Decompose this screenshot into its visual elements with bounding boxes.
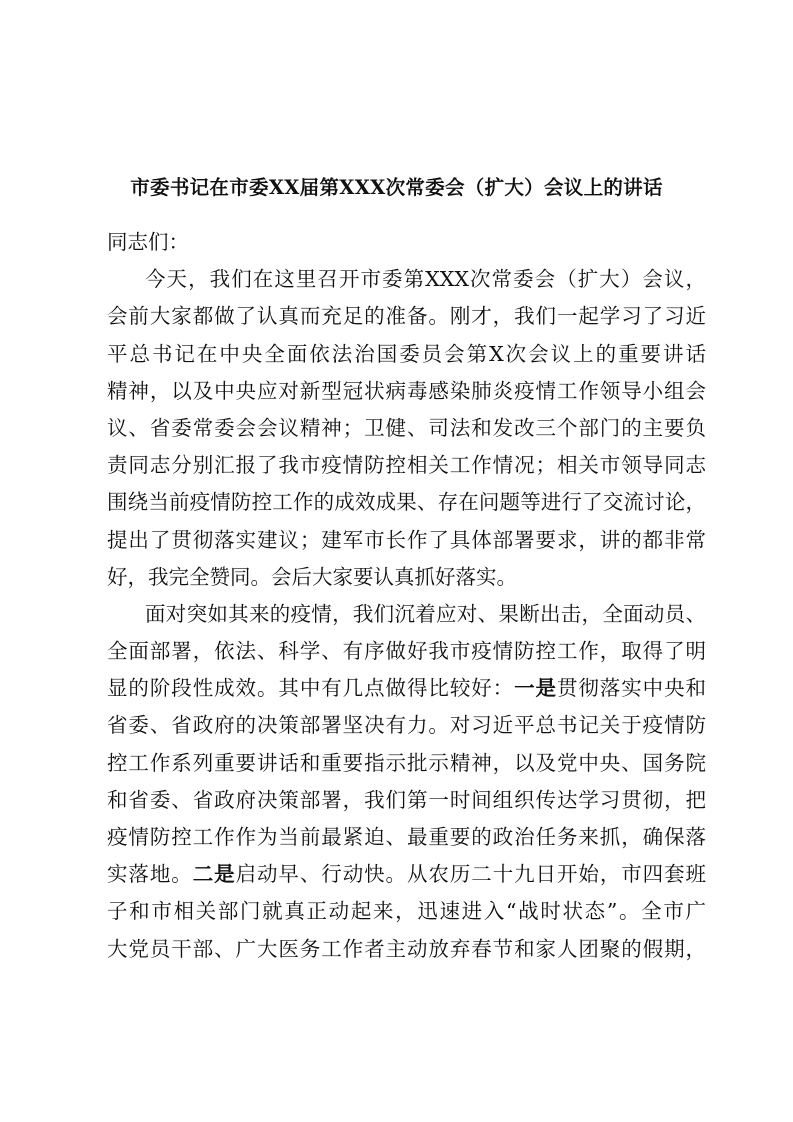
- text-segment: 子和市相关部门就真正动起来，迅速进入“战时状态”。全市广: [107, 899, 706, 924]
- text-line: [107, 819, 706, 856]
- text-line: [107, 484, 706, 521]
- text-line: [107, 522, 706, 559]
- text-line: [107, 670, 706, 707]
- text-line: [107, 336, 706, 373]
- text-segment: 好，我完全赞同。会后大家要认真抓好落实。: [107, 564, 517, 589]
- text-segment: 提出了贯彻落实建议；建军市长作了具体部署要求，讲的都非常: [107, 527, 706, 552]
- text-line: [107, 261, 706, 298]
- text-segment: 今天，我们在这里召开市委第XXX次常委会（扩大）会议，: [145, 267, 706, 292]
- text-segment: 会前大家都做了认真而充足的准备。刚才，我们一起学习了习近: [107, 304, 706, 329]
- text-line: [107, 633, 706, 670]
- text-segment: 议、省委常委会会议精神；卫健、司法和发改三个部门的主要负: [107, 415, 706, 440]
- text-line: [107, 893, 706, 930]
- text-segment: 启动早、行动快。从农历二十九日开始，市四套班: [235, 862, 706, 887]
- document-body: [107, 224, 706, 968]
- text-segment: 面对突如其来的疫情，我们沉着应对、果断出击，全面动员、: [145, 601, 706, 626]
- text-segment: 疫情防控工作作为当前最紧迫、最重要的政治任务来抓，确保落: [107, 825, 706, 849]
- text-line: [107, 373, 706, 410]
- text-segment: 实落地。: [107, 862, 193, 887]
- text-line: [107, 224, 706, 261]
- text-segment: 平总书记在中央全面依法治国委员会第X次会议上的重要讲话: [107, 341, 706, 366]
- bold-text-segment: 二是: [192, 862, 236, 887]
- text-segment: 和省委、省政府决策部署，我们第一时间组织传达学习贯彻，把: [107, 787, 706, 812]
- text-line: [107, 447, 706, 484]
- text-segment: 精神，以及中央应对新型冠状病毒感染肺炎疫情工作领导小组会: [107, 378, 706, 403]
- text-line: [107, 745, 706, 782]
- text-segment: 省委、省政府的决策部署坚决有力。对习近平总书记关于疫情防: [107, 713, 706, 738]
- text-segment: 责同志分别汇报了我市疫情防控相关工作情况；相关市领导同志: [107, 453, 706, 478]
- text-segment: 显的阶段性成效。其中有几点做得比较好：: [107, 676, 515, 701]
- text-segment: 贯彻落实中央和: [556, 676, 706, 701]
- text-line: [107, 298, 706, 335]
- text-line: [107, 410, 706, 447]
- text-segment: 同志们：: [107, 230, 189, 254]
- text-line: [107, 931, 706, 968]
- text-line: [107, 707, 706, 744]
- text-segment: 大党员干部、广大医务工作者主动放弃春节和家人团聚的假期，: [107, 936, 706, 961]
- text-line: [107, 559, 706, 596]
- text-line: [107, 856, 706, 893]
- text-segment: 围绕当前疫情防控工作的成效成果、存在问题等进行了交流讨论，: [107, 490, 706, 515]
- document-title: 市委书记在市委XX届第XXX次常委会（扩大）会议上的讲话: [130, 176, 663, 199]
- text-line: [107, 596, 706, 633]
- text-segment: 全面部署，依法、科学、有序做好我市疫情防控工作，取得了明: [107, 639, 706, 664]
- text-line: [107, 782, 706, 819]
- bold-text-segment: 一是: [514, 676, 557, 701]
- text-segment: 控工作系列重要讲话和重要指示批示精神，以及党中央、国务院: [107, 750, 706, 775]
